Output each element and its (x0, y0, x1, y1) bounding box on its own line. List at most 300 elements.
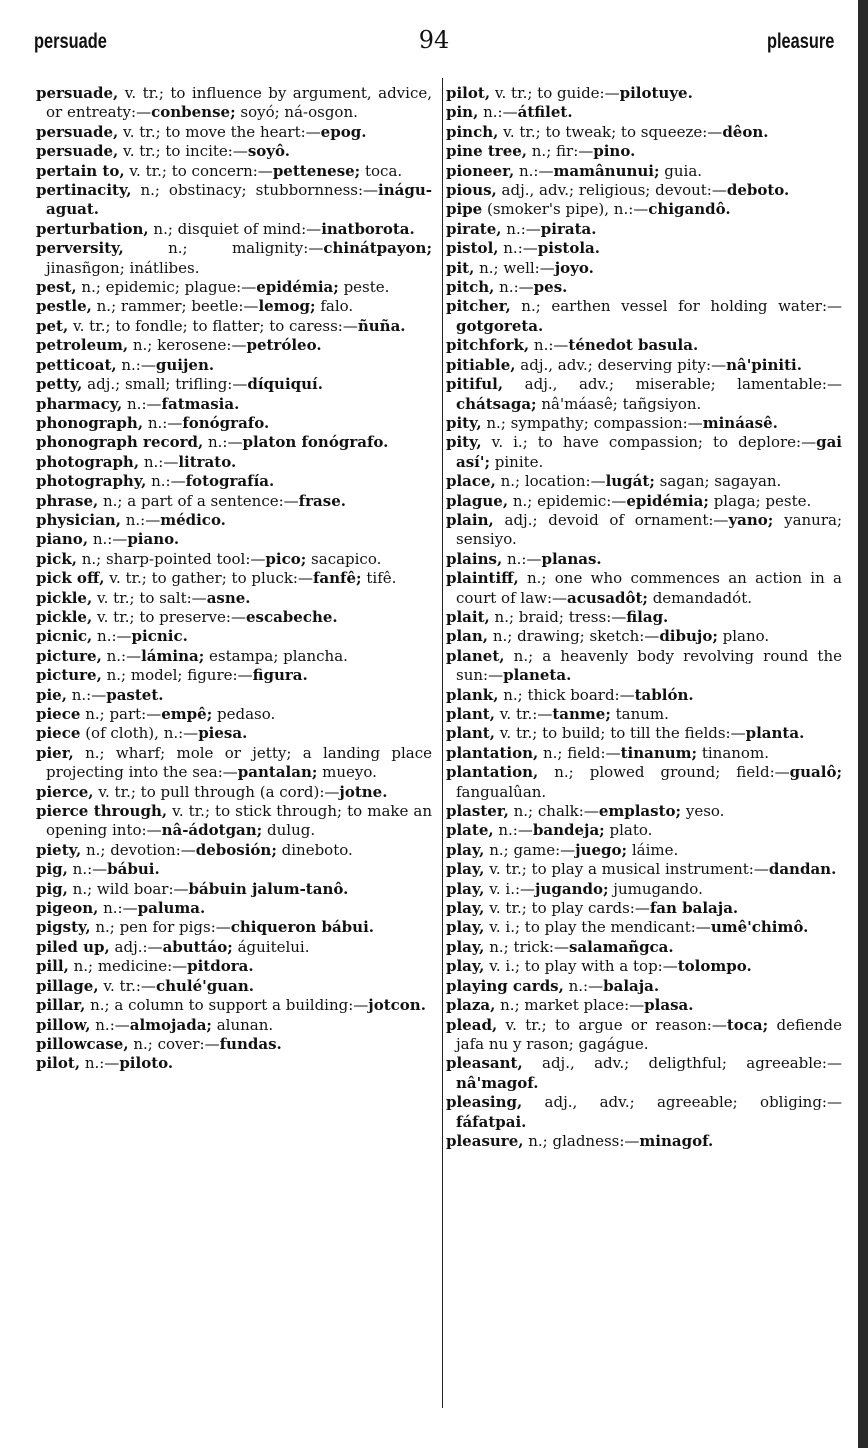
headword: play, (446, 937, 485, 956)
translation: salamañgca. (568, 937, 674, 956)
definition: n.:— (92, 627, 132, 646)
translation: petróleo. (246, 336, 322, 355)
definition: n.; game:— (484, 840, 576, 859)
headword: pierce, (36, 782, 94, 801)
headword: photograph, (36, 452, 140, 471)
translation: bandeja; (532, 821, 605, 840)
definition: v. i.; to play with a top:— (484, 957, 678, 976)
definition: n.; epidemic; plague:— (76, 278, 257, 297)
definition: n.; sympathy; compassion:— (481, 413, 703, 432)
headword: pleasing, (446, 1093, 523, 1112)
translation: filag. (626, 607, 669, 626)
dictionary-entry (36, 356, 432, 375)
headword: pillage, (36, 976, 99, 995)
definition: n.; chalk:— (508, 802, 599, 821)
translation: piano. (127, 530, 180, 549)
headword: plead, (446, 1015, 498, 1034)
definition: n.; thick board:— (498, 685, 635, 704)
dictionary-entry (36, 802, 432, 841)
dictionary-entry (36, 569, 432, 588)
dictionary-entry (36, 686, 432, 705)
headword: pilot, (446, 84, 491, 102)
translation: pitdora. (187, 957, 254, 976)
dictionary-entry (446, 472, 842, 491)
definition: n.; one who commences an action in a court of law:— (456, 569, 842, 607)
dictionary-entry (446, 647, 842, 686)
dictionary-entry (446, 336, 842, 355)
headword: phonograph record, (36, 433, 204, 452)
translation: abuttáo; (162, 937, 233, 956)
translation: frase. (298, 491, 346, 510)
page-number: 94 (418, 26, 450, 54)
headword: plague, (446, 491, 509, 510)
translation: lámina; (141, 646, 205, 665)
headword: pitch, (446, 278, 495, 297)
translation: asne. (206, 588, 251, 607)
headword: pie, (36, 685, 67, 704)
translation: fundas. (219, 1034, 282, 1053)
headword: petroleum, (36, 336, 129, 355)
translation: umê'chimô. (710, 918, 809, 937)
headword: pickle, (36, 588, 93, 607)
variants: yanura; sensiyo. (456, 510, 842, 549)
dictionary-entry (446, 239, 842, 258)
definition: n.; gladness:— (523, 1131, 640, 1150)
headword: pitcher, (446, 297, 511, 316)
dictionary-entry (36, 841, 432, 860)
definition: n.; trick:— (484, 937, 569, 956)
dictionary-entry (446, 123, 842, 142)
translation: piloto. (119, 1054, 174, 1073)
dictionary-entry (446, 356, 842, 375)
definition: n.; medicine:— (68, 957, 188, 976)
variants: nâ'máasê; tañgsiyon. (536, 394, 702, 413)
headword: pity, (446, 413, 482, 432)
definition: n.:— (80, 1054, 120, 1073)
definition: n.; a column to support a building:— (85, 996, 369, 1015)
definition: n.:— (66, 685, 107, 704)
translation: nâ-ádotgan; (161, 821, 263, 840)
variants: águitelui. (232, 937, 310, 956)
definition: n.:— (529, 336, 569, 355)
definition: v. tr.; to gather; to pluck:— (104, 569, 313, 588)
translation: pino. (593, 142, 636, 161)
headword: pickle, (36, 607, 93, 626)
dictionary-entry (446, 686, 842, 705)
definition: n.:— (498, 239, 538, 258)
variants: estampa; plancha. (204, 646, 348, 665)
headword: picnic, (36, 627, 93, 646)
dictionary-entry (36, 84, 432, 123)
translation: ténedot basula. (568, 336, 699, 355)
headword: pinch, (446, 122, 499, 141)
definition: n.; fir:— (527, 142, 594, 161)
headword: playing cards, (446, 976, 564, 995)
definition: adj., adv.; religious; devout:— (496, 181, 727, 200)
definition: n.; sharp-pointed tool:— (76, 549, 266, 568)
dictionary-entry (36, 395, 432, 414)
dictionary-entry (36, 336, 432, 355)
headword: play, (446, 957, 485, 976)
translation: díquiquí. (247, 375, 323, 394)
headword: pick off, (36, 569, 105, 588)
headword: pillow, (36, 1015, 91, 1034)
dictionary-entry (446, 200, 842, 219)
dictionary-entry (446, 938, 842, 957)
headword: plantation, (446, 743, 539, 762)
translation: escabeche. (245, 607, 338, 626)
definition: v. tr.; to argue or reason:— (497, 1015, 727, 1034)
headword: pharmacy, (36, 394, 123, 413)
translation: lemog; (258, 297, 316, 316)
dictionary-entry (446, 608, 842, 627)
page-edge (858, 0, 868, 1448)
headword: play, (446, 918, 485, 937)
dictionary-entry (446, 1054, 842, 1093)
headword: pier, (36, 743, 74, 762)
headword: pig, (36, 860, 68, 879)
definition: v. tr.; to salt:— (92, 588, 207, 607)
dictionary-entry (446, 763, 842, 802)
dictionary-entry (446, 84, 842, 103)
translation: fan balaja. (649, 899, 739, 918)
translation: jugando; (535, 879, 609, 898)
definition: n.; epidemic:— (508, 491, 627, 510)
variants: mueyo. (317, 763, 377, 782)
headword: play, (446, 899, 485, 918)
translation: tablón. (634, 685, 694, 704)
definition: v. tr.; to build; to till the fields:— (494, 724, 746, 743)
translation: pettenese; (272, 161, 361, 180)
translation: juego; (575, 840, 628, 859)
translation: planas. (541, 549, 602, 568)
variants: tifê. (361, 569, 397, 588)
translation: plasa. (644, 996, 694, 1015)
column-divider (442, 78, 443, 1408)
translation: bábuin jalum-tanô. (188, 879, 349, 898)
translation: minagof. (639, 1131, 714, 1150)
headword: piece (36, 724, 81, 743)
dictionary-entry (36, 1016, 432, 1035)
dictionary-entry (446, 511, 842, 550)
definition: (of cloth), n.:— (80, 724, 199, 743)
dictionary-entry (36, 1054, 432, 1073)
headword: pertain to, (36, 161, 125, 180)
translation: joyo. (554, 258, 594, 277)
translation: picnic. (131, 627, 188, 646)
variants: dulug. (262, 821, 316, 840)
variants: pinite. (490, 452, 544, 471)
variants: dineboto. (276, 840, 353, 859)
headword: perturbation, (36, 219, 149, 238)
translation: gai así'; (456, 433, 842, 471)
translation: inatborota. (321, 219, 415, 238)
headword: piece (36, 705, 81, 723)
headword: plaintiff, (446, 569, 519, 588)
dictionary-entry (36, 550, 432, 569)
definition: n.:— (90, 1015, 130, 1034)
translation: bábui. (107, 860, 160, 879)
translation: pirata. (540, 219, 597, 238)
headword: pertinacity, (36, 181, 132, 200)
definition: adj., adv.; deligthful; agreeable:— (522, 1054, 842, 1073)
translation: fatmasia. (161, 394, 240, 413)
translation: guijen. (155, 355, 215, 374)
dictionary-entry (36, 783, 432, 802)
definition: v. tr.; to tweak; to squeeze:— (498, 122, 723, 141)
headword: plain, (446, 510, 494, 529)
dictionary-entry (36, 375, 432, 394)
dictionary-entry (446, 297, 842, 336)
dictionary-entry (446, 957, 842, 976)
right-guide-word: pleasure (766, 30, 834, 53)
definition: n.; field:— (538, 743, 621, 762)
definition: v. i.; to have compassion; to deplore:— (481, 433, 817, 452)
headword: pipe (446, 200, 483, 219)
translation: fotografía. (185, 472, 275, 491)
variants: pedaso. (212, 705, 276, 723)
translation: pilotuye. (619, 84, 693, 102)
headword: petty, (36, 375, 83, 394)
dictionary-entry (36, 627, 432, 646)
headword: physician, (36, 510, 121, 529)
dictionary-entry (36, 724, 432, 743)
headword: plantation, (446, 763, 539, 782)
dictionary-entry (36, 123, 432, 142)
headword: pit, (446, 258, 475, 277)
translation: planta. (745, 724, 805, 743)
dictionary-entry (36, 589, 432, 608)
translation: almojada; (129, 1015, 212, 1034)
definition: v. tr.; to concern:— (124, 161, 273, 180)
headword: pet, (36, 316, 69, 335)
dictionary-entry (446, 918, 842, 937)
translation: pes. (533, 278, 568, 297)
dictionary-entry (36, 472, 432, 491)
translation: tanme; (552, 705, 611, 723)
headword: plant, (446, 705, 495, 723)
translation: deboto. (726, 181, 790, 200)
headword: pitiful, (446, 375, 504, 394)
definition: n.; plowed ground; field:— (538, 763, 790, 782)
dictionary-entry (446, 841, 842, 860)
dictionary-entry (446, 433, 842, 472)
headword: pick, (36, 549, 77, 568)
headword: pilot, (36, 1054, 81, 1073)
dictionary-entry (446, 375, 842, 414)
dictionary-entry (446, 1132, 842, 1151)
headword: pitchfork, (446, 336, 530, 355)
definition: n.; malignity:— (123, 239, 324, 258)
definition: n.:— (478, 103, 518, 122)
dictionary-entry (36, 666, 432, 685)
definition: n.; well:— (474, 258, 555, 277)
variants: alunan. (211, 1015, 274, 1034)
headword: pillowcase, (36, 1034, 129, 1053)
translation: gotgoreta. (456, 316, 544, 335)
dictionary-entry (36, 918, 432, 937)
definition: adj.; devoid of ornament:— (493, 510, 729, 529)
translation: jotcon. (368, 996, 426, 1015)
dictionary-entry (36, 530, 432, 549)
headword: plan, (446, 627, 489, 646)
dictionary-entry (36, 181, 432, 220)
definition: n.:— (494, 278, 534, 297)
variants: guia. (659, 161, 703, 180)
translation: dêon. (722, 122, 769, 141)
dictionary-entry (446, 181, 842, 200)
definition: n.; rammer; beetle:— (91, 297, 259, 316)
headword: persuade, (36, 142, 119, 161)
variants: sacapico. (306, 549, 382, 568)
definition: adj., adv.; deserving pity:— (515, 355, 727, 374)
dictionary-entry (36, 492, 432, 511)
dictionary-entry (446, 550, 842, 569)
definition: n.:— (143, 413, 183, 432)
dictionary-entry (36, 511, 432, 530)
definition: v. tr.; to move the heart:— (118, 122, 321, 141)
headword: picture, (36, 666, 102, 685)
variants: toca. (360, 161, 403, 180)
definition: v. i.; to play the mendicant:— (484, 918, 711, 937)
translation: soyô. (247, 142, 290, 161)
definition: v. tr.; to pull through (a cord):— (93, 782, 340, 801)
translation: yano; (728, 510, 774, 529)
translation: piesa. (198, 724, 248, 743)
headword: phrase, (36, 491, 99, 510)
translation: mináasê. (702, 413, 778, 432)
definition: n.; a heavenly body revolving round the sun:— (456, 646, 842, 685)
definition: v. tr.:— (98, 976, 156, 995)
variants: tinanom. (697, 743, 769, 762)
dictionary-entry (446, 492, 842, 511)
translation: tolompo. (677, 957, 752, 976)
headword: place, (446, 472, 496, 491)
definition: n.; pen for pigs:— (90, 918, 231, 937)
translation: pistola. (537, 239, 600, 258)
definition: n.:— (203, 433, 243, 452)
translation: lugát; (605, 472, 655, 491)
headword: plaza, (446, 996, 496, 1015)
dictionary-entry (36, 996, 432, 1015)
headword: pitiable, (446, 355, 516, 374)
translation: pantalan; (237, 763, 318, 782)
dictionary-entry (446, 103, 842, 122)
definition: adj., adv.; miserable; lamentable:— (503, 375, 842, 394)
dictionary-entry (36, 608, 432, 627)
left-guide-word: persuade (34, 30, 107, 53)
headword: pious, (446, 181, 497, 200)
translation: chiqueron bábui. (230, 918, 374, 937)
definition: n.:— (501, 219, 541, 238)
translation: litrato. (178, 452, 237, 471)
dictionary-entry (36, 938, 432, 957)
translation: ináguaguat. (46, 181, 432, 219)
translation: jotne. (339, 782, 388, 801)
translation: gualô; (789, 763, 842, 782)
dictionary-entry (446, 1093, 842, 1132)
variants: defiende jafa nu y rason; gagágue. (456, 1015, 842, 1053)
headword: piano, (36, 530, 89, 549)
headword: petticoat, (36, 355, 117, 374)
headword: persuade, (36, 122, 119, 141)
dictionary-entry (36, 1035, 432, 1054)
translation: ñuña. (357, 316, 406, 335)
headword: pin, (446, 103, 479, 122)
dictionary-entry (446, 724, 842, 743)
definition: adj.:— (109, 937, 163, 956)
translation: chátsaga; (456, 394, 537, 413)
dictionary-entry (36, 744, 432, 783)
translation: fáfatpai. (456, 1112, 527, 1131)
translation: empê; (161, 705, 213, 723)
definition: n.:— (88, 530, 128, 549)
definition: adj.; small; trifling:— (82, 375, 248, 394)
variants: plano. (717, 627, 770, 646)
right-column (446, 84, 842, 1151)
dictionary-entry (446, 1016, 842, 1055)
headword: pigsty, (36, 918, 91, 937)
variants: soyó; ná-osgon. (235, 103, 358, 122)
definition: n.; wild boar:— (67, 879, 189, 898)
dictionary-entry (36, 317, 432, 336)
definition: n.; braid; tress:— (489, 607, 627, 626)
definition: n.; earthen vessel for holding water:— (510, 297, 842, 316)
definition: n.; disquiet of mind:— (148, 219, 322, 238)
translation: planeta. (503, 666, 572, 685)
translation: figura. (252, 666, 308, 685)
translation: nâ'magof. (456, 1073, 539, 1092)
definition: v. tr.; to incite:— (118, 142, 248, 161)
dictionary-entry (36, 977, 432, 996)
definition: v. tr.; to stick through; to make an opening into:— (46, 802, 432, 840)
headword: pill, (36, 957, 69, 976)
definition: v. tr.; to preserve:— (92, 607, 246, 626)
definition: v. tr.; to guide:— (490, 84, 620, 102)
definition: n.:— (493, 821, 533, 840)
dictionary-entry (446, 880, 842, 899)
variants: falo. (315, 297, 354, 316)
definition: n.; market place:— (495, 996, 645, 1015)
definition: v. tr.; to fondle; to flatter; to caress:— (68, 316, 358, 335)
variants: jumugando. (608, 879, 703, 898)
translation: platon fonógrafo. (242, 433, 389, 452)
variants: yeso. (681, 802, 725, 821)
definition: n.; wharf; mole or jetty; a landing place projecting into the sea:— (46, 743, 432, 782)
headword: pistol, (446, 239, 499, 258)
variants: plaga; peste. (708, 491, 812, 510)
translation: conbense; (151, 103, 236, 122)
variants: jinasñgon; inátlibes. (46, 258, 200, 277)
headword: phonograph, (36, 413, 144, 432)
dictionary-entry (446, 627, 842, 646)
definition: n.:— (514, 161, 554, 180)
headword: piled up, (36, 937, 110, 956)
dictionary-entry (446, 259, 842, 278)
headword: photography, (36, 472, 147, 491)
definition: n.:— (139, 452, 179, 471)
variants: demandadót. (647, 588, 752, 607)
definition: (smoker's pipe), n.:— (482, 200, 649, 219)
translation: nâ'piniti. (726, 355, 802, 374)
translation: epidémia; (626, 491, 709, 510)
page-header (0, 26, 868, 60)
translation: emplasto; (598, 802, 682, 821)
headword: plate, (446, 821, 494, 840)
dictionary-entry (36, 239, 432, 278)
dictionary-entry (446, 142, 842, 161)
dictionary-entry (36, 880, 432, 899)
